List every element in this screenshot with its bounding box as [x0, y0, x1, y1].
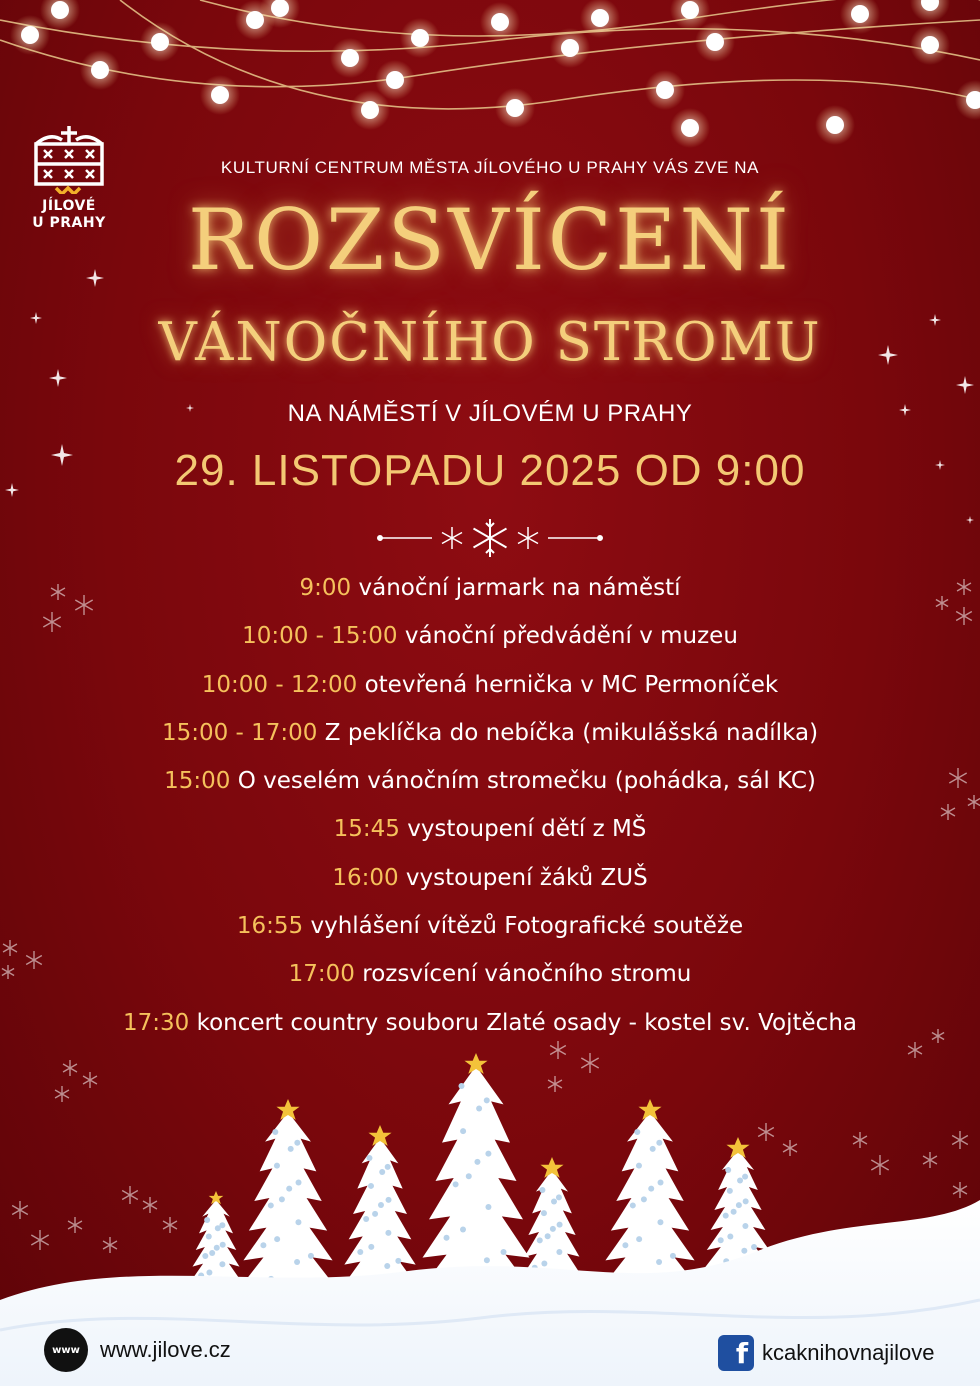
- schedule-text: vánoční předvádění v muzeu: [404, 623, 738, 650]
- logo-text-line1: JÍLOVÉ: [42, 198, 96, 214]
- schedule-time: 9:00: [299, 575, 352, 601]
- schedule-text: vystoupení žáků ZUŠ: [405, 864, 648, 891]
- venue-line: NA NÁMĚSTÍ V JÍLOVÉM U PRAHY: [287, 400, 693, 427]
- schedule-time: 16:55: [236, 913, 304, 940]
- globe-www-icon: www: [44, 1328, 88, 1372]
- schedule-time: 15:00: [164, 768, 231, 795]
- schedule-time: 10:00 - 15:00: [242, 623, 398, 650]
- schedule-time: 17:00: [288, 961, 355, 988]
- logo-text-line2: U PRAHY: [32, 215, 106, 231]
- main-title: ROZSVÍCENÍ: [187, 191, 793, 289]
- schedule-time: 16:00: [332, 864, 399, 891]
- schedule-time: 17:30: [122, 1009, 190, 1036]
- main-subtitle: VÁNOČNÍHO STROMU: [158, 312, 822, 373]
- schedule-text: koncert country souboru Zlaté osady - kostel sv. Vojtěcha: [196, 1009, 857, 1036]
- website-url[interactable]: www.jilove.cz: [100, 1337, 231, 1362]
- schedule-text: vánoční jarmark na náměstí: [358, 575, 681, 601]
- schedule-time: 15:00 - 17:00: [161, 719, 318, 746]
- schedule-text: vyhlášení vítězů Fotografické soutěže: [310, 913, 744, 940]
- invitation-line: KULTURNÍ CENTRUM MĚSTA JÍLOVÉHO U PRAHY VÁS ZVE NA: [220, 158, 760, 177]
- schedule-text: rozsvícení vánočního stromu: [362, 961, 692, 988]
- schedule-text: Z peklíčka do nebíčka (mikulášská nadílka): [324, 719, 819, 746]
- schedule-text: otevřená hernička v MC Permoníček: [364, 671, 779, 698]
- event-date: 29. LISTOPADU 2025 OD 9:00: [174, 446, 806, 495]
- schedule-text: O veselém vánočním stromečku (pohádka, sál KC): [237, 768, 816, 795]
- schedule-time: 10:00 - 12:00: [201, 671, 358, 698]
- facebook-handle[interactable]: kcaknihovnajilove: [762, 1340, 935, 1365]
- schedule-time: 15:45: [333, 816, 400, 843]
- schedule-text: vystoupení dětí z MŠ: [407, 816, 647, 843]
- facebook-icon: f: [718, 1335, 754, 1371]
- facebook-link[interactable]: [718, 1333, 934, 1373]
- website-link[interactable]: [44, 1328, 231, 1372]
